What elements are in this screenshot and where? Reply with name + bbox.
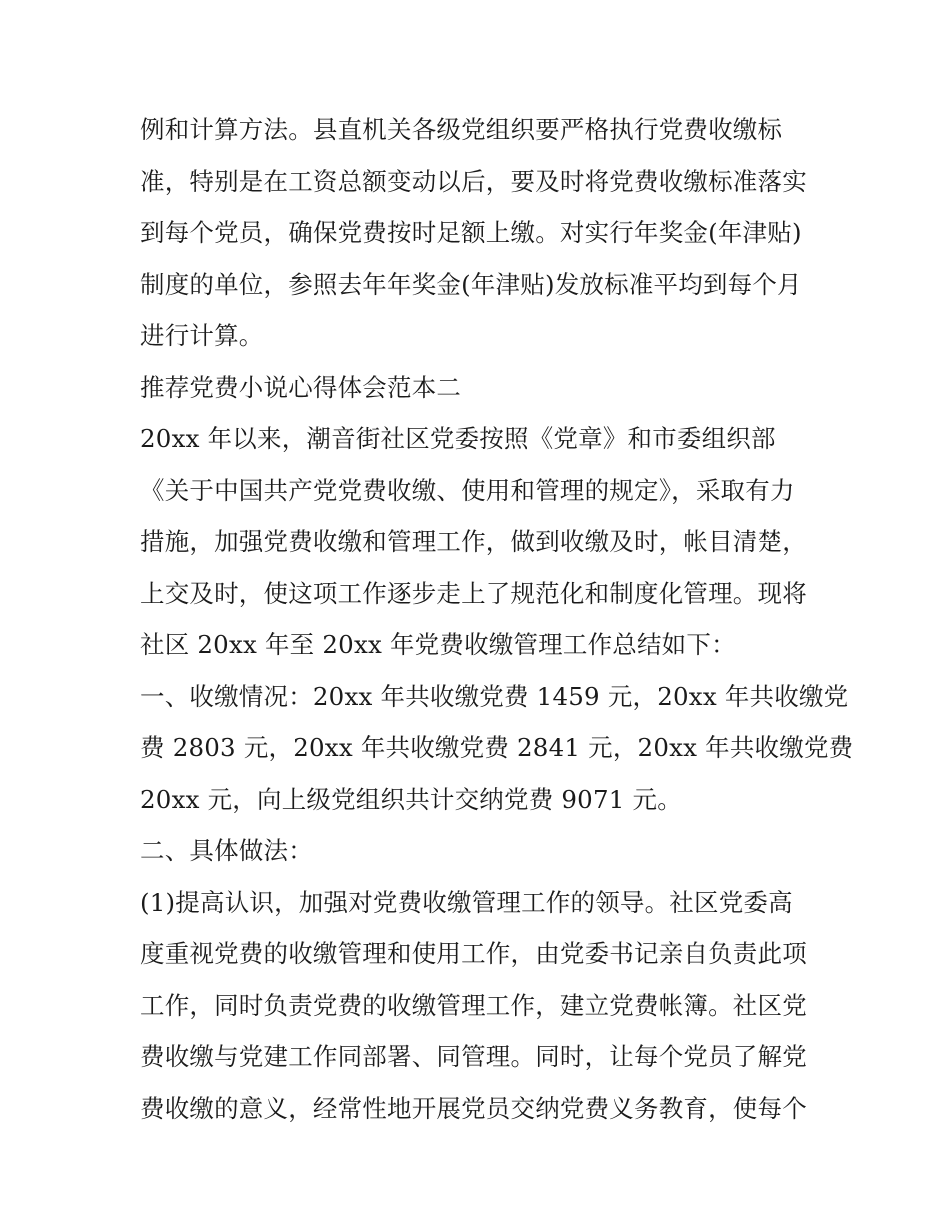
text-line: 费 2803 元，20xx 年共收缴党费 2841 元，20xx 年共收缴党费 [140, 733, 854, 762]
text-line: 进行计算。 [140, 321, 264, 350]
text-line: 费收缴的意义，经常性地开展党员交纳党费义务教育，使每个 [140, 1093, 807, 1123]
text-line: 费收缴与党建工作同部署、同管理。同时，让每个党员了解党 [140, 1042, 807, 1071]
text-line: 《关于中国共产党党费收缴、使用和管理的规定》，采取有力 [140, 475, 795, 505]
subsection-heading: 二、具体做法： [140, 836, 313, 865]
text-line: 上交及时，使这项工作逐步走上了规范化和制度化管理。现将 [140, 578, 807, 608]
text-line: 20xx 元，向上级党组织共计交纳党费 9071 元。 [140, 784, 682, 814]
text-line: 准，特别是在工资总额变动以后，要及时将党费收缴标准落实 [140, 166, 807, 196]
text-line: 措施，加强党费收缴和管理工作，做到收缴及时，帐目清楚， [140, 527, 807, 556]
text-line: 制度的单位，参照去年年奖金(年津贴)发放标准平均到每个月 [140, 269, 802, 299]
text-line: 度重视党费的收缴管理和使用工作，由党委书记亲自负责此项 [140, 939, 807, 968]
text-line: 例和计算方法。县直机关各级党组织要严格执行党费收缴标 [140, 115, 783, 144]
text-line: (1)提高认识，加强对党费收缴管理工作的领导。社区党委高 [140, 887, 793, 917]
text-line: 到每个党员，确保党费按时足额上缴。对实行年奖金(年津贴) [140, 218, 802, 247]
text-line: 20xx 年以来，潮音街社区党委按照《党章》和市委组织部 [140, 424, 776, 453]
text-line: 工作，同时负责党费的收缴管理工作，建立党费帐簿。社区党 [140, 990, 807, 1020]
section-heading: 推荐党费小说心得体会范本二 [140, 372, 462, 402]
text-line: 社区 20xx 年至 20xx 年党费收缴管理工作总结如下： [140, 630, 736, 659]
document-body [140, 104, 854, 1134]
text-line: 一、收缴情况：20xx 年共收缴党费 1459 元，20xx 年共收缴党 [140, 681, 849, 711]
